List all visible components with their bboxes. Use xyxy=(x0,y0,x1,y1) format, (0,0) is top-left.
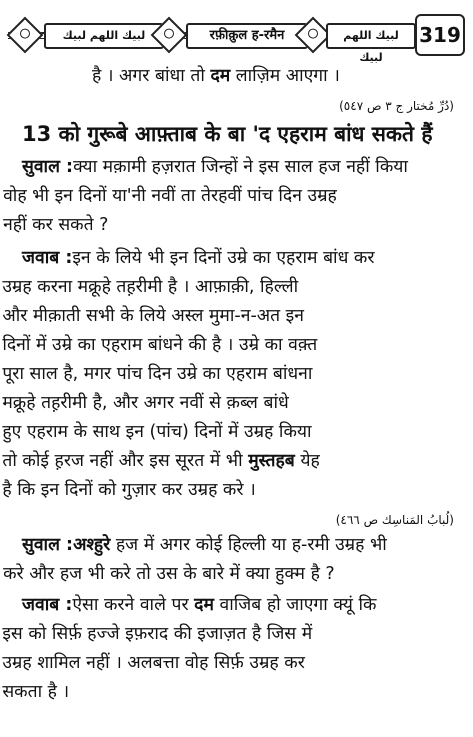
answer-2-line-3: उम्रह शामिल नहीं । अलबत्ता वोह सिर्फ़ उम्रह कर xyxy=(2,653,305,673)
header-title: रफ़ीक़ुल ह-रमैन xyxy=(186,23,308,49)
top-line-post: लाज़िम आएगा । xyxy=(230,66,340,86)
answer-2-line-1-bold: दम xyxy=(194,595,214,615)
page-number: 319 xyxy=(415,14,465,56)
top-line-bold: दम xyxy=(210,66,231,86)
question-2-line-1-rest: हज में अगर कोई हिल्ली या ह-रमी उम्रह भी xyxy=(110,535,387,555)
question-1-line-2: वोह भी इन दिनों या'नी नवीं ता तेरहवीं पांच दिन उम्रह xyxy=(3,186,337,206)
header-right-box: لبيك اللهم لبيك xyxy=(326,23,416,49)
answer-1 xyxy=(2,244,454,505)
answer-1-line-5: पूरा साल है, मगर पांच दिन उम्रे का एहराम बांधना xyxy=(2,364,313,384)
answer-1-line-8-post: येह xyxy=(294,451,320,471)
question-1-line-1: क्या मक़ामी हज़रात जिन्हों ने इस साल हज नहीं किया xyxy=(73,157,408,177)
question-2-line-2: करे और हज भी करे तो उस के बारे में क्या हुक्म है ? xyxy=(3,564,335,584)
page-content xyxy=(2,62,454,707)
answer-2-line-4: सकता है । xyxy=(2,682,70,702)
top-line xyxy=(22,62,454,91)
question-2 xyxy=(3,531,454,589)
answer-label: जवाब : xyxy=(22,595,73,615)
question-1-line-3: नहीं कर सकते ? xyxy=(3,215,109,235)
section-heading: 13 को गुरूबे आफ़्ताब के बा 'द एहराम बांध सकते हैं xyxy=(22,122,433,146)
header-left-box: لبيك اللهم لبيك xyxy=(44,23,164,49)
answer-label: जवाब : xyxy=(22,248,73,268)
answer-2-line-2: इस को सिर्फ़ हज्जे इफ़राद की इजाज़त है जिस में xyxy=(2,624,313,644)
answer-1-line-7: हुए एहराम के साथ इन (पांच) दिनों में उम्रह किया xyxy=(2,422,312,442)
answer-2-line-1-post: वाजिब हो जाएगा क्यूं कि xyxy=(213,595,377,615)
answer-1-line-2: उम्रह करना मक्रूहे तह़रीमी है । आफ़ाक़ी, हिल्ली xyxy=(2,277,299,297)
page-header xyxy=(8,10,465,64)
answer-1-line-1: इन के लिये भी इन दिनों उम्रे का एहराम बांध कर xyxy=(72,248,375,268)
answer-1-line-8-bold: मुस्तहब xyxy=(248,451,295,471)
answer-2-line-1 xyxy=(72,591,454,620)
answer-1-line-8-pre: तो कोई ह़रज नहीं और इस सूरत में भी xyxy=(2,451,249,471)
answer-1-line-6: मक्रूहे तह़रीमी है, और अगर नवीं से क़ब्ल बांधे xyxy=(2,393,289,413)
answer-1-line-8 xyxy=(2,447,454,476)
question-1 xyxy=(3,153,454,240)
answer-1-line-4: दिनों में उम्रे का एहराम बांधने की है । उम्रे का वक़्त xyxy=(2,335,318,355)
answer-2-line-1-pre: ऐसा करने वाले पर xyxy=(72,595,195,615)
reference-1: (دُرِّ مُختار ج ٣ ص ٥٤٧) xyxy=(339,99,454,113)
question-label: सुवाल : xyxy=(22,157,74,177)
answer-2 xyxy=(2,591,454,707)
question-2-bold: अश्हुरे xyxy=(73,535,111,555)
ornament-icon xyxy=(7,17,44,54)
question-2-line-1 xyxy=(73,531,454,560)
reference-2: (لُبابُ المَناسِك ص ٤٦٦) xyxy=(335,513,454,527)
answer-1-line-3: और मीक़ाती सभी के लिये अस्ल मुमा-न-अत इन xyxy=(2,306,304,326)
answer-1-line-9: है कि इन दिनों को गुज़ार कर उम्रह करे । xyxy=(2,480,256,500)
top-line-pre: है । अगर बांधा तो xyxy=(92,66,211,86)
question-label: सुवाल : xyxy=(22,535,74,555)
